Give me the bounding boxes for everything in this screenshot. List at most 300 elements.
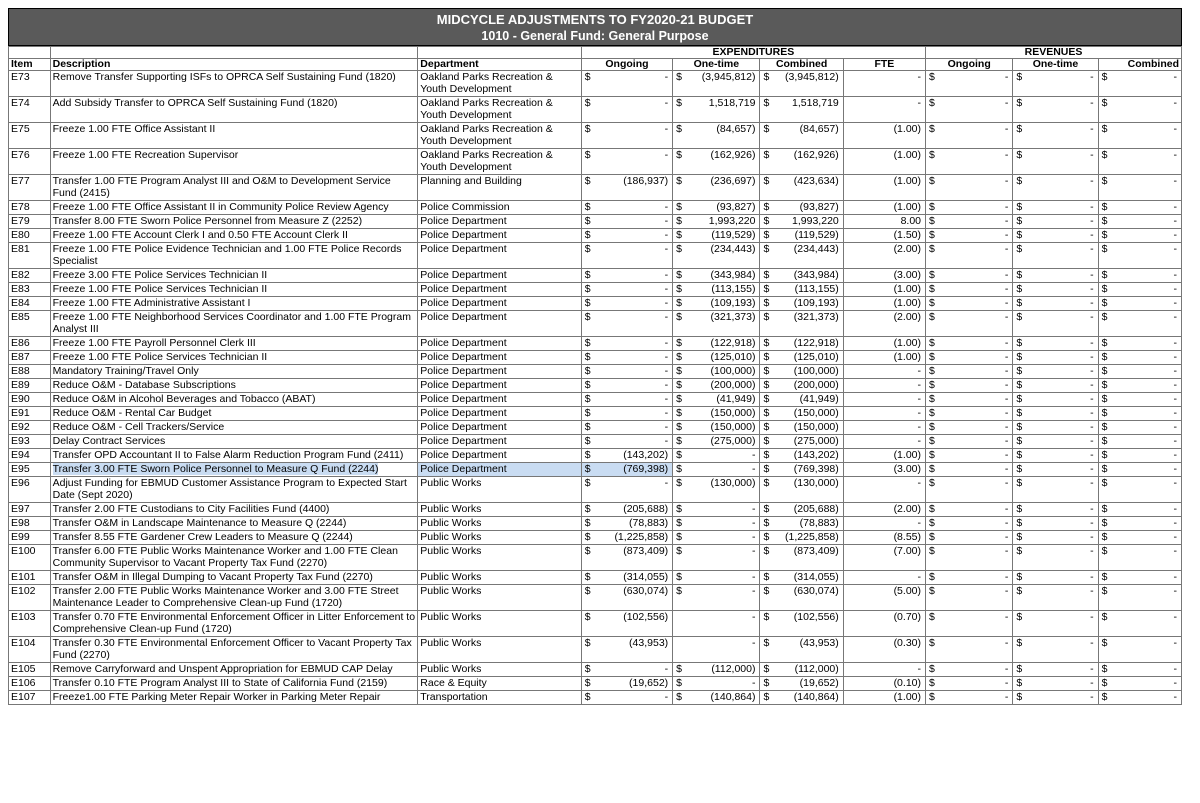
item-cell[interactable]: E78 [9,201,51,215]
onetime-cell[interactable]: $ (125,010) [673,351,760,365]
rev-ongoing-cell[interactable]: $ - [926,71,1013,97]
onetime-cell[interactable]: $ (150,000) [673,407,760,421]
department-cell[interactable]: Police Department [418,337,582,351]
fte-cell[interactable]: (0.30) [843,637,925,663]
description-cell[interactable]: Freeze 1.00 FTE Office Assistant II [50,123,418,149]
description-cell[interactable]: Transfer 2.00 FTE Custodians to City Facilities Fund (4400) [50,503,418,517]
department-cell[interactable]: Oakland Parks Recreation & Youth Development [418,149,582,175]
table-row[interactable] [9,477,1182,503]
table-row[interactable] [9,351,1182,365]
fte-cell[interactable]: (1.50) [843,229,925,243]
fte-cell[interactable]: - [843,571,925,585]
item-cell[interactable]: E76 [9,149,51,175]
ongoing-cell[interactable]: $ - [581,149,672,175]
item-cell[interactable]: E95 [9,463,51,477]
description-cell[interactable]: Freeze 1.00 FTE Payroll Personnel Clerk III [50,337,418,351]
item-cell[interactable]: E103 [9,611,51,637]
department-cell[interactable]: Public Works [418,531,582,545]
fte-cell[interactable]: (1.00) [843,123,925,149]
table-row[interactable] [9,393,1182,407]
ongoing-cell[interactable]: $ - [581,269,672,283]
onetime-cell[interactable]: $ 1,518,719 [673,97,760,123]
onetime-cell[interactable]: $ (162,926) [673,149,760,175]
rev-onetime-cell[interactable]: $ - [1013,663,1098,677]
table-row[interactable] [9,269,1182,283]
combined-cell[interactable]: $ (143,202) [760,449,843,463]
combined-cell[interactable]: $ 1,518,719 [760,97,843,123]
rev-onetime-cell[interactable]: $ - [1013,477,1098,503]
rev-combined-cell[interactable]: $ - [1098,545,1181,571]
combined-cell[interactable]: $ (630,074) [760,585,843,611]
fte-cell[interactable]: (3.00) [843,269,925,283]
ongoing-cell[interactable]: $ (314,055) [581,571,672,585]
description-cell[interactable]: Freeze 1.00 FTE Administrative Assistant I [50,297,418,311]
rev-ongoing-cell[interactable]: $ - [926,243,1013,269]
item-cell[interactable]: E86 [9,337,51,351]
ongoing-cell[interactable]: $ - [581,283,672,297]
department-cell[interactable]: Public Works [418,477,582,503]
description-cell[interactable]: Mandatory Training/Travel Only [50,365,418,379]
description-cell[interactable]: Transfer OPD Accountant II to False Alarm Reduction Program Fund (2411) [50,449,418,463]
rev-onetime-cell[interactable]: $ - [1013,229,1098,243]
table-row[interactable] [9,175,1182,201]
fte-cell[interactable]: - [843,477,925,503]
rev-ongoing-cell[interactable]: $ - [926,175,1013,201]
item-cell[interactable]: E75 [9,123,51,149]
fte-cell[interactable]: (1.00) [843,149,925,175]
rev-combined-cell[interactable]: $ - [1098,503,1181,517]
combined-cell[interactable]: $ (93,827) [760,201,843,215]
department-cell[interactable]: Police Department [418,311,582,337]
rev-combined-cell[interactable]: $ - [1098,175,1181,201]
ongoing-cell[interactable]: $ - [581,691,672,705]
rev-ongoing-cell[interactable]: $ - [926,97,1013,123]
rev-onetime-cell[interactable]: $ - [1013,175,1098,201]
rev-ongoing-cell[interactable]: $ - [926,201,1013,215]
department-cell[interactable]: Oakland Parks Recreation & Youth Development [418,71,582,97]
ongoing-cell[interactable]: $ - [581,215,672,229]
ongoing-cell[interactable]: $ (873,409) [581,545,672,571]
ongoing-cell[interactable]: $ - [581,379,672,393]
table-row[interactable] [9,691,1182,705]
fte-cell[interactable]: - [843,517,925,531]
department-cell[interactable]: Public Works [418,585,582,611]
rev-onetime-cell[interactable]: $ - [1013,571,1098,585]
rev-combined-cell[interactable]: $ - [1098,283,1181,297]
rev-ongoing-cell[interactable]: $ - [926,691,1013,705]
department-cell[interactable]: Police Department [418,365,582,379]
combined-cell[interactable]: $ (100,000) [760,365,843,379]
onetime-cell[interactable]: $ - [673,531,760,545]
onetime-cell[interactable]: $ (343,984) [673,269,760,283]
rev-combined-cell[interactable]: $ - [1098,421,1181,435]
fte-cell[interactable]: (0.10) [843,677,925,691]
rev-onetime-cell[interactable]: $ - [1013,531,1098,545]
fte-cell[interactable]: - [843,407,925,421]
rev-combined-cell[interactable]: $ - [1098,365,1181,379]
rev-ongoing-cell[interactable]: $ - [926,283,1013,297]
ongoing-cell[interactable]: $ - [581,97,672,123]
ongoing-cell[interactable]: $ - [581,663,672,677]
rev-ongoing-cell[interactable]: $ - [926,677,1013,691]
combined-cell[interactable]: $ (275,000) [760,435,843,449]
onetime-cell[interactable]: $ (113,155) [673,283,760,297]
onetime-cell[interactable]: $ - [673,517,760,531]
department-cell[interactable]: Police Department [418,283,582,297]
fte-cell[interactable]: 8.00 [843,215,925,229]
ongoing-cell[interactable]: $ (78,883) [581,517,672,531]
fte-cell[interactable]: - [843,421,925,435]
combined-cell[interactable]: $ (109,193) [760,297,843,311]
description-cell[interactable]: Transfer 8.55 FTE Gardener Crew Leaders to Measure Q (2244) [50,531,418,545]
fte-cell[interactable]: (1.00) [843,175,925,201]
fte-cell[interactable]: - [843,435,925,449]
fte-cell[interactable]: (3.00) [843,463,925,477]
rev-onetime-cell[interactable]: $ - [1013,283,1098,297]
description-cell[interactable]: Freeze 1.00 FTE Account Clerk I and 0.50 FTE Account Clerk II [50,229,418,243]
rev-ongoing-cell[interactable]: $ - [926,297,1013,311]
rev-ongoing-cell[interactable]: $ - [926,449,1013,463]
rev-combined-cell[interactable]: $ - [1098,123,1181,149]
ongoing-cell[interactable]: $ - [581,337,672,351]
table-row[interactable] [9,97,1182,123]
ongoing-cell[interactable]: $ - [581,351,672,365]
combined-cell[interactable]: $ (150,000) [760,407,843,421]
rev-combined-cell[interactable]: $ - [1098,243,1181,269]
rev-combined-cell[interactable]: $ - [1098,351,1181,365]
description-cell[interactable]: Transfer 1.00 FTE Program Analyst III and O&M to Development Service Fund (2415) [50,175,418,201]
rev-onetime-cell[interactable]: $ - [1013,503,1098,517]
rev-onetime-cell[interactable]: $ - [1013,149,1098,175]
rev-combined-cell[interactable]: $ - [1098,637,1181,663]
rev-onetime-cell[interactable]: $ - [1013,365,1098,379]
rev-ongoing-cell[interactable]: $ - [926,407,1013,421]
rev-ongoing-cell[interactable]: $ - [926,463,1013,477]
combined-cell[interactable]: $ (19,652) [760,677,843,691]
department-cell[interactable]: Police Department [418,269,582,283]
rev-combined-cell[interactable]: $ - [1098,517,1181,531]
rev-combined-cell[interactable]: $ - [1098,393,1181,407]
table-row[interactable] [9,517,1182,531]
onetime-cell[interactable]: $ - [673,585,760,611]
combined-cell[interactable]: $ (119,529) [760,229,843,243]
rev-combined-cell[interactable]: $ - [1098,201,1181,215]
rev-combined-cell[interactable]: $ - [1098,677,1181,691]
table-row[interactable] [9,463,1182,477]
rev-onetime-cell[interactable]: $ - [1013,637,1098,663]
item-cell[interactable]: E80 [9,229,51,243]
description-cell[interactable]: Reduce O&M in Alcohol Beverages and Tobacco (ABAT) [50,393,418,407]
fte-cell[interactable]: - [843,365,925,379]
rev-combined-cell[interactable]: $ - [1098,407,1181,421]
item-cell[interactable]: E107 [9,691,51,705]
rev-combined-cell[interactable]: $ - [1098,585,1181,611]
item-cell[interactable]: E89 [9,379,51,393]
combined-cell[interactable]: $ (3,945,812) [760,71,843,97]
item-cell[interactable]: E97 [9,503,51,517]
fte-cell[interactable]: - [843,379,925,393]
ongoing-cell[interactable]: $ (143,202) [581,449,672,463]
ongoing-cell[interactable]: $ - [581,311,672,337]
rev-onetime-cell[interactable]: $ - [1013,585,1098,611]
rev-ongoing-cell[interactable]: $ - [926,517,1013,531]
description-cell[interactable]: Transfer 3.00 FTE Sworn Police Personnel to Measure Q Fund (2244) [50,463,418,477]
rev-combined-cell[interactable]: $ - [1098,663,1181,677]
onetime-cell[interactable]: $ - [673,503,760,517]
item-cell[interactable]: E96 [9,477,51,503]
combined-cell[interactable]: $ (343,984) [760,269,843,283]
table-row[interactable] [9,215,1182,229]
ongoing-cell[interactable]: $ (43,953) [581,637,672,663]
table-row[interactable] [9,421,1182,435]
table-row[interactable] [9,449,1182,463]
rev-onetime-cell[interactable]: $ - [1013,351,1098,365]
item-cell[interactable]: E82 [9,269,51,283]
combined-cell[interactable]: $ (423,634) [760,175,843,201]
combined-cell[interactable]: $ (112,000) [760,663,843,677]
rev-ongoing-cell[interactable]: $ - [926,379,1013,393]
rev-ongoing-cell[interactable]: $ - [926,311,1013,337]
description-cell[interactable]: Transfer 6.00 FTE Public Works Maintenance Worker and 1.00 FTE Clean Community Supervisor to Vacant Property Tax Fund (2270) [50,545,418,571]
description-cell[interactable]: Transfer 0.30 FTE Environmental Enforcement Officer to Vacant Property Tax Fund (2270) [50,637,418,663]
rev-combined-cell[interactable]: $ - [1098,149,1181,175]
rev-ongoing-cell[interactable]: $ - [926,585,1013,611]
ongoing-cell[interactable]: $ - [581,477,672,503]
onetime-cell[interactable]: $ (84,657) [673,123,760,149]
department-cell[interactable]: Police Commission [418,201,582,215]
description-cell[interactable]: Transfer 8.00 FTE Sworn Police Personnel from Measure Z (2252) [50,215,418,229]
department-cell[interactable]: Police Department [418,243,582,269]
table-row[interactable] [9,435,1182,449]
item-cell[interactable]: E83 [9,283,51,297]
onetime-cell[interactable]: $ (275,000) [673,435,760,449]
fte-cell[interactable]: (1.00) [843,449,925,463]
table-row[interactable] [9,585,1182,611]
ongoing-cell[interactable]: $ (769,398) [581,463,672,477]
department-cell[interactable]: Oakland Parks Recreation & Youth Development [418,123,582,149]
rev-combined-cell[interactable]: $ - [1098,531,1181,545]
rev-onetime-cell[interactable]: $ - [1013,71,1098,97]
rev-ongoing-cell[interactable]: $ - [926,215,1013,229]
item-cell[interactable]: E102 [9,585,51,611]
table-row[interactable] [9,283,1182,297]
combined-cell[interactable]: $ 1,993,220 [760,215,843,229]
description-cell[interactable]: Transfer 0.70 FTE Environmental Enforcement Officer in Litter Enforcement to Comprehensive Clean-up Fund (1720) [50,611,418,637]
onetime-cell[interactable]: $ (109,193) [673,297,760,311]
ongoing-cell[interactable]: $ - [581,435,672,449]
fte-cell[interactable]: (5.00) [843,585,925,611]
rev-onetime-cell[interactable]: $ - [1013,297,1098,311]
onetime-cell[interactable]: $ (150,000) [673,421,760,435]
rev-onetime-cell[interactable]: $ - [1013,269,1098,283]
ongoing-cell[interactable]: $ - [581,201,672,215]
department-cell[interactable]: Police Department [418,297,582,311]
department-cell[interactable]: Police Department [418,421,582,435]
rev-onetime-cell[interactable]: $ - [1013,611,1098,637]
combined-cell[interactable]: $ (200,000) [760,379,843,393]
table-row[interactable] [9,531,1182,545]
ongoing-cell[interactable]: $ (19,652) [581,677,672,691]
item-cell[interactable]: E84 [9,297,51,311]
ongoing-cell[interactable]: $ - [581,229,672,243]
description-cell[interactable]: Freeze 1.00 FTE Recreation Supervisor [50,149,418,175]
description-cell[interactable]: Transfer 0.10 FTE Program Analyst III to State of California Fund (2159) [50,677,418,691]
item-cell[interactable]: E92 [9,421,51,435]
table-row[interactable] [9,229,1182,243]
combined-cell[interactable]: $ (78,883) [760,517,843,531]
fte-cell[interactable]: - [843,71,925,97]
department-cell[interactable]: Public Works [418,503,582,517]
fte-cell[interactable]: (1.00) [843,201,925,215]
onetime-cell[interactable]: - [673,637,760,663]
ongoing-cell[interactable]: $ (205,688) [581,503,672,517]
table-row[interactable] [9,337,1182,351]
fte-cell[interactable]: (1.00) [843,283,925,297]
ongoing-cell[interactable]: $ - [581,297,672,311]
rev-ongoing-cell[interactable]: $ - [926,365,1013,379]
combined-cell[interactable]: $ (113,155) [760,283,843,297]
department-cell[interactable]: Police Department [418,449,582,463]
rev-ongoing-cell[interactable]: $ - [926,545,1013,571]
item-cell[interactable]: E101 [9,571,51,585]
rev-ongoing-cell[interactable]: $ - [926,477,1013,503]
fte-cell[interactable]: (7.00) [843,545,925,571]
onetime-cell[interactable]: $ (130,000) [673,477,760,503]
item-cell[interactable]: E90 [9,393,51,407]
fte-cell[interactable]: (1.00) [843,337,925,351]
description-cell[interactable]: Add Subsidy Transfer to OPRCA Self Sustaining Fund (1820) [50,97,418,123]
onetime-cell[interactable]: $ (321,373) [673,311,760,337]
ongoing-cell[interactable]: $ - [581,365,672,379]
rev-ongoing-cell[interactable]: $ - [926,269,1013,283]
combined-cell[interactable]: $ (84,657) [760,123,843,149]
fte-cell[interactable]: (0.70) [843,611,925,637]
department-cell[interactable]: Public Works [418,637,582,663]
item-cell[interactable]: E88 [9,365,51,379]
rev-combined-cell[interactable]: $ - [1098,337,1181,351]
rev-onetime-cell[interactable]: $ - [1013,435,1098,449]
table-row[interactable] [9,637,1182,663]
table-row[interactable] [9,365,1182,379]
ongoing-cell[interactable]: $ - [581,421,672,435]
onetime-cell[interactable]: $ (112,000) [673,663,760,677]
combined-cell[interactable]: $ (125,010) [760,351,843,365]
combined-cell[interactable]: $ (43,953) [760,637,843,663]
fte-cell[interactable]: (1.00) [843,351,925,365]
department-cell[interactable]: Public Works [418,517,582,531]
item-cell[interactable]: E104 [9,637,51,663]
rev-ongoing-cell[interactable]: $ - [926,503,1013,517]
table-row[interactable] [9,663,1182,677]
onetime-cell[interactable]: $ (100,000) [673,365,760,379]
rev-combined-cell[interactable]: $ - [1098,269,1181,283]
combined-cell[interactable]: $ (122,918) [760,337,843,351]
onetime-cell[interactable]: $ (3,945,812) [673,71,760,97]
rev-ongoing-cell[interactable]: $ - [926,637,1013,663]
description-cell[interactable]: Transfer 2.00 FTE Public Works Maintenance Worker and 3.00 FTE Street Maintenance Leader to Comprehensive Clean-up Fund (1720) [50,585,418,611]
onetime-cell[interactable]: $ (236,697) [673,175,760,201]
rev-ongoing-cell[interactable]: $ - [926,571,1013,585]
description-cell[interactable]: Remove Carryforward and Unspent Appropriation for EBMUD CAP Delay [50,663,418,677]
department-cell[interactable]: Police Department [418,407,582,421]
rev-ongoing-cell[interactable]: $ - [926,531,1013,545]
table-row[interactable] [9,71,1182,97]
fte-cell[interactable]: (2.00) [843,243,925,269]
rev-onetime-cell[interactable]: $ - [1013,463,1098,477]
ongoing-cell[interactable]: $ - [581,407,672,421]
rev-combined-cell[interactable]: $ - [1098,449,1181,463]
combined-cell[interactable]: $ (150,000) [760,421,843,435]
rev-ongoing-cell[interactable]: $ - [926,351,1013,365]
ongoing-cell[interactable]: $ - [581,243,672,269]
description-cell[interactable]: Freeze 1.00 FTE Office Assistant II in Community Police Review Agency [50,201,418,215]
description-cell[interactable]: Reduce O&M - Cell Trackers/Service [50,421,418,435]
rev-onetime-cell[interactable]: $ - [1013,449,1098,463]
onetime-cell[interactable]: $ (140,864) [673,691,760,705]
onetime-cell[interactable]: $ 1,993,220 [673,215,760,229]
table-row[interactable] [9,297,1182,311]
description-cell[interactable]: Delay Contract Services [50,435,418,449]
combined-cell[interactable]: $ (140,864) [760,691,843,705]
item-cell[interactable]: E105 [9,663,51,677]
rev-ongoing-cell[interactable]: $ - [926,663,1013,677]
fte-cell[interactable]: (2.00) [843,311,925,337]
combined-cell[interactable]: $ (162,926) [760,149,843,175]
onetime-cell[interactable]: $ (234,443) [673,243,760,269]
table-row[interactable] [9,379,1182,393]
department-cell[interactable]: Public Works [418,663,582,677]
combined-cell[interactable]: $ (234,443) [760,243,843,269]
table-row[interactable] [9,201,1182,215]
fte-cell[interactable]: (2.00) [843,503,925,517]
description-cell[interactable]: Transfer O&M in Illegal Dumping to Vacant Property Tax Fund (2270) [50,571,418,585]
item-cell[interactable]: E77 [9,175,51,201]
item-cell[interactable]: E91 [9,407,51,421]
combined-cell[interactable]: $ (769,398) [760,463,843,477]
rev-onetime-cell[interactable]: $ - [1013,421,1098,435]
description-cell[interactable]: Remove Transfer Supporting ISFs to OPRCA Self Sustaining Fund (1820) [50,71,418,97]
onetime-cell[interactable]: $ (41,949) [673,393,760,407]
item-cell[interactable]: E85 [9,311,51,337]
rev-combined-cell[interactable]: $ - [1098,463,1181,477]
description-cell[interactable]: Freeze 1.00 FTE Police Services Technician II [50,351,418,365]
onetime-cell[interactable]: $ - [673,449,760,463]
rev-onetime-cell[interactable]: $ - [1013,691,1098,705]
ongoing-cell[interactable]: $ - [581,393,672,407]
fte-cell[interactable]: (1.00) [843,691,925,705]
department-cell[interactable]: Police Department [418,393,582,407]
department-cell[interactable]: Transportation [418,691,582,705]
rev-ongoing-cell[interactable]: $ - [926,435,1013,449]
ongoing-cell[interactable]: $ (186,937) [581,175,672,201]
ongoing-cell[interactable]: $ - [581,71,672,97]
table-row[interactable] [9,611,1182,637]
combined-cell[interactable]: $ (205,688) [760,503,843,517]
description-cell[interactable]: Freeze 3.00 FTE Police Services Technician II [50,269,418,283]
rev-combined-cell[interactable]: $ - [1098,571,1181,585]
onetime-cell[interactable]: $ (200,000) [673,379,760,393]
description-cell[interactable]: Transfer O&M in Landscape Maintenance to Measure Q (2244) [50,517,418,531]
table-row[interactable] [9,123,1182,149]
rev-combined-cell[interactable]: $ - [1098,477,1181,503]
fte-cell[interactable]: - [843,393,925,407]
rev-combined-cell[interactable]: $ - [1098,379,1181,393]
combined-cell[interactable]: $ (873,409) [760,545,843,571]
onetime-cell[interactable]: $ - [673,571,760,585]
table-row[interactable] [9,407,1182,421]
onetime-cell[interactable]: $ - [673,463,760,477]
description-cell[interactable]: Freeze 1.00 FTE Police Evidence Technician and 1.00 FTE Police Records Specialist [50,243,418,269]
